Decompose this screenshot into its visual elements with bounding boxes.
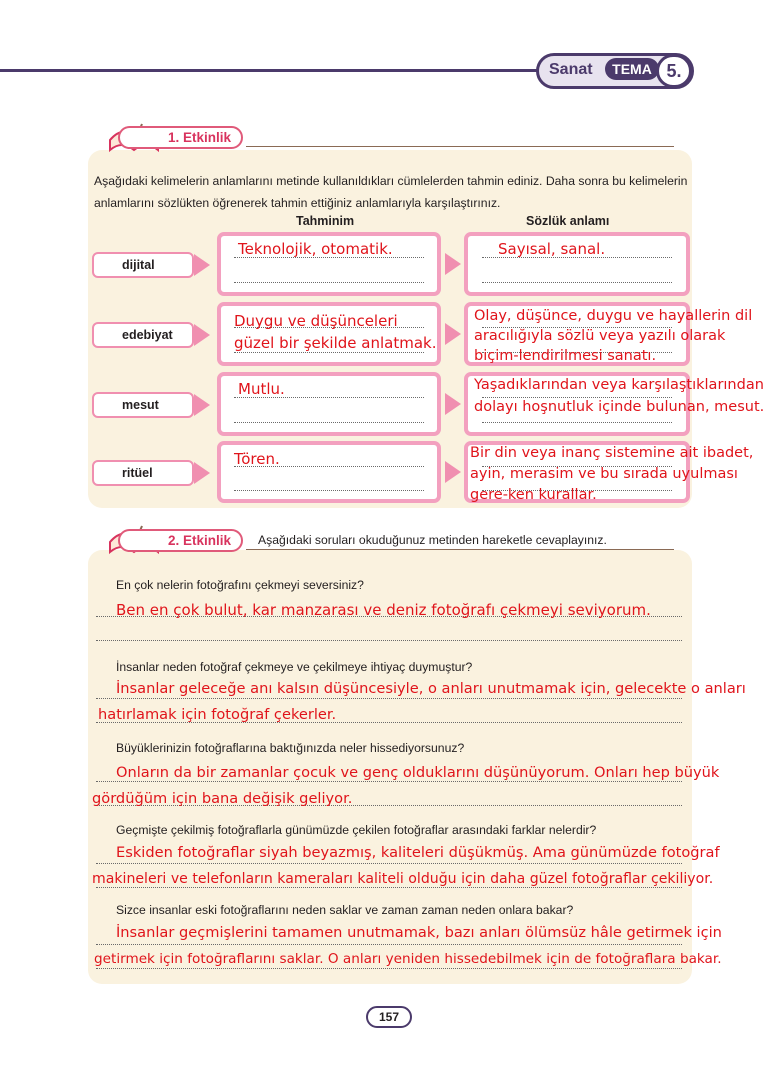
dict-answer: Olay, düşünce, duygu ve hayallerin dil aracılığıyla sözlü veya yazılı olarak biçim-lendirilmesi sanatı. (474, 308, 753, 364)
header-rule (0, 69, 560, 72)
guess-answer: Tören. (234, 450, 280, 468)
question-text: Büyüklerinizin fotoğraflarına baktığınızda neler hissediyorsunuz? (116, 741, 465, 755)
guess-answer: Teknolojik, otomatik. (238, 240, 393, 258)
guess-answer: Mutlu. (238, 380, 285, 398)
activity2-rule (246, 549, 674, 550)
guess-answer: Duygu ve düşünceleri güzel bir şekilde anlatmak. (234, 312, 437, 352)
question-text: Sizce insanlar eski fotoğraflarını neden saklar ve zaman zaman neden onlara bakar? (116, 903, 574, 917)
tema-number: 5. (656, 54, 692, 88)
question-text: Geçmişte çekilmiş fotoğraflarla günümüzde çekilen fotoğraflar arasındaki farklar nelerdir? (116, 823, 597, 837)
activity1-rule (246, 146, 674, 147)
activity2-instructions: Aşağıdaki soruları okuduğunuz metinden hareketle cevaplayınız. (258, 533, 607, 547)
answer-line-1: Onların da bir zamanlar çocuk ve genç olduklarını düşünüyorum. Onları hep büyük (116, 764, 720, 781)
answer-line-1: İnsanlar geleceğe anı kalsın düşüncesiyle, o anları unutmamak için, gelecekte o anları (116, 680, 746, 697)
dotted-line (482, 282, 672, 283)
word-label: dijital (92, 252, 194, 278)
answer-line-2: getirmek için fotoğraflarını saklar. O anları yeniden hissedebilmek için de fotoğraflara bakar. (94, 951, 722, 967)
arrow-right-icon (445, 253, 461, 275)
theme-name: Sanat (549, 61, 593, 78)
activity2-label: 2. Etkinlik (118, 529, 243, 552)
arrow-right-icon (194, 462, 210, 484)
dotted-line (234, 422, 424, 423)
dotted-line (96, 944, 682, 945)
arrow-right-icon (194, 324, 210, 346)
dict-answer: Yaşadıklarından veya karşılaştıklarından dolayı hoşnutluk içinde bulunan, mesut. (474, 377, 765, 415)
column-guess-header: Tahminim (296, 214, 355, 228)
question-text: İnsanlar neden fotoğraf çekmeye ve çekilmeye ihtiyaç duymuştur? (116, 660, 473, 674)
question-text: En çok nelerin fotoğrafını çekmeyi seversiniz? (116, 578, 364, 592)
dict-answer: Bir din veya inanç sistemine ait ibadet, ayin, merasim ve bu sırada uyulması gere-ken kurallar. (470, 445, 754, 503)
activity1-label: 1. Etkinlik (118, 126, 243, 149)
arrow-right-icon (194, 254, 210, 276)
answer-line-2: makineleri ve telefonların kameraları kaliteli olduğu için daha güzel fotoğraflar çekiliyor. (92, 871, 714, 887)
dotted-line (96, 640, 682, 641)
dict-answer: Sayısal, sanal. (498, 240, 606, 258)
answer-line-1: Ben en çok bulut, kar manzarası ve deniz fotoğrafı çekmeyi seviyorum. (116, 601, 651, 619)
dotted-line (482, 422, 672, 423)
arrow-right-icon (445, 461, 461, 483)
dotted-line (234, 282, 424, 283)
word-label: edebiyat (92, 322, 194, 348)
word-label: mesut (92, 392, 194, 418)
arrow-right-icon (194, 394, 210, 416)
arrow-right-icon (445, 323, 461, 345)
page-number: 157 (366, 1006, 412, 1028)
answer-line-2: gördüğüm için bana değişik geliyor. (92, 790, 353, 807)
word-label: ritüel (92, 460, 194, 486)
answer-line-1: Eskiden fotoğraflar siyah beyazmış, kaliteleri düşükmüş. Ama günümüzde fotoğraf (116, 844, 720, 861)
answer-line-2: hatırlamak için fotoğraf çekerler. (98, 706, 337, 723)
dotted-line (234, 490, 424, 491)
arrow-right-icon (445, 393, 461, 415)
column-dict-header: Sözlük anlamı (526, 214, 610, 228)
tema-label: TEMA (605, 58, 659, 80)
activity1-instructions: Aşağıdaki kelimelerin anlamlarını metinde kullanıldıkları cümlelerden tahmin ediniz. Daha sonra bu kelimelerin anlamlarını sözlükten öğrenerek tahmin ettiğiniz anlamlarıyla karşılaştırınız. (94, 174, 688, 210)
answer-line-1: İnsanlar geçmişlerini tamamen unutmamak, bazı anları ölümsüz hâle getirmek için (116, 924, 722, 941)
